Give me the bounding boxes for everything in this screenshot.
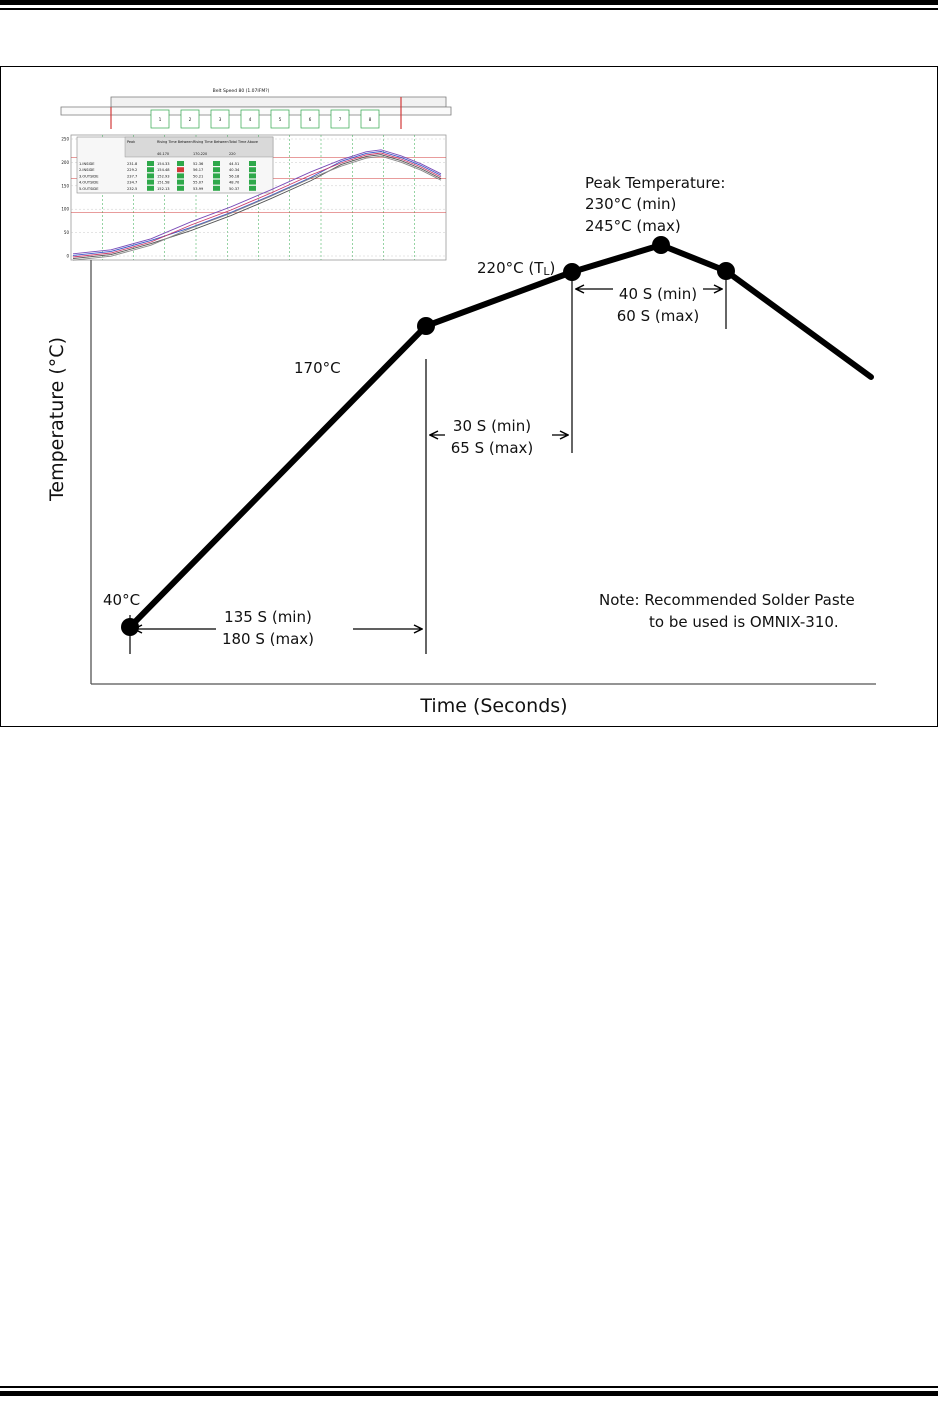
label-liquidus-min: 40 S (min) xyxy=(618,285,698,303)
inset-table-row-name: 4.OUTSIDE xyxy=(79,180,99,185)
inset-table-cell: 237.7 xyxy=(127,174,138,179)
inset-table-status xyxy=(213,180,220,185)
label-liquidus-max: 60 S (max) xyxy=(616,307,700,325)
inset-y-ticks xyxy=(61,137,69,259)
inset-table-cell: 229.2 xyxy=(127,168,138,173)
inset-table-cell: 234.7 xyxy=(127,180,138,185)
inset-table-status xyxy=(213,173,220,178)
header-rule-thick xyxy=(0,0,938,5)
inset-zone-label: 4 xyxy=(248,117,252,122)
footer-rule-thick xyxy=(0,1391,938,1396)
inset-y-tick: 250 xyxy=(61,136,69,142)
point-preheat-end xyxy=(417,317,435,335)
inset-zone-label: 6 xyxy=(308,117,312,122)
inset-table-status xyxy=(147,186,154,191)
inset-zone-label: 8 xyxy=(368,117,372,122)
inset-table-status xyxy=(147,167,154,172)
inset-table-status xyxy=(249,167,256,172)
inset-table-status xyxy=(177,173,184,178)
inset-table-status xyxy=(213,186,220,191)
inset-table-status xyxy=(249,161,256,166)
inset-table-status xyxy=(177,186,184,191)
inset-table-cell: 231.8 xyxy=(127,162,138,166)
inset-table-header: Rising Time Between xyxy=(193,140,229,144)
inset-y-tick: 50 xyxy=(63,230,69,236)
inset-table-row-name: 1.INSIDE xyxy=(79,162,95,166)
inset-table-header: Total Time Above xyxy=(229,140,259,144)
inset-zone-label: 2 xyxy=(188,117,192,122)
inset-table-subheader: 170-220 xyxy=(193,152,208,156)
inset-table-header: Peak xyxy=(127,140,136,144)
label-peak-max: 245°C (max) xyxy=(585,217,681,235)
inset-table-cell: 44.51 xyxy=(229,162,240,166)
inset-table-header: Rising Time Between xyxy=(157,140,193,144)
inset-table-status xyxy=(177,161,184,166)
y-axis-label: Temperature (°C) xyxy=(46,337,68,501)
inset-table-cell: 50.21 xyxy=(193,174,204,179)
footer-rule-thin xyxy=(0,1386,938,1388)
inset-table-cell: 56.18 xyxy=(229,174,240,179)
inset-table-status xyxy=(249,173,256,178)
inset-table-status xyxy=(213,167,220,172)
label-peak-min: 230°C (min) xyxy=(585,195,677,213)
inset-table-cell: 152.13 xyxy=(157,186,170,191)
inset-table-row-name: 3.OUTSIDE xyxy=(79,174,99,179)
label-preheat-temp: 170°C xyxy=(294,359,341,377)
label-ramp-min: 30 S (min) xyxy=(452,417,532,435)
label-preheat-max: 180 S (max) xyxy=(221,630,315,648)
inset-table-status xyxy=(147,180,154,185)
inset-table-status xyxy=(177,167,184,172)
inset-table-cell: 56.17 xyxy=(193,168,204,173)
inset-zone-label: 1 xyxy=(158,117,162,122)
inset-y-tick: 100 xyxy=(61,206,69,212)
inset-table-subheader: 220 xyxy=(229,152,236,156)
inset-title: Belt Speed 80 (1.07IFM?) xyxy=(212,89,270,94)
inset-table-cell: 40.34 xyxy=(229,168,240,173)
note-line-1: Note: Recommended Solder Paste xyxy=(599,591,855,609)
inset-table-status xyxy=(177,180,184,185)
inset-zone-label: 3 xyxy=(218,117,222,122)
inset-table-cell: 52.36 xyxy=(193,162,204,166)
inset-profiler-chart xyxy=(61,88,451,260)
inset-oven-header xyxy=(61,88,451,129)
inset-table-cell: 50.37 xyxy=(229,186,240,191)
inset-table-cell: 53.99 xyxy=(193,186,204,191)
inset-table-status xyxy=(249,180,256,185)
label-ramp-max: 65 S (max) xyxy=(450,439,534,457)
label-liquidus-temp: 220°C (TL) xyxy=(477,259,556,278)
inset-table-row-name: 2.INSIDE xyxy=(79,168,95,173)
inset-y-tick: 150 xyxy=(61,183,69,189)
inset-table-cell: 232.5 xyxy=(127,186,138,191)
inset-y-tick: 200 xyxy=(61,159,69,165)
label-preheat-min: 135 S (min) xyxy=(224,608,312,626)
reflow-profile-svg xyxy=(1,67,937,726)
inset-table-cell: 151.58 xyxy=(157,180,170,185)
inset-zone-label: 7 xyxy=(338,117,342,122)
inset-table-status xyxy=(249,186,256,191)
inset-y-tick: 0 xyxy=(66,253,69,259)
inset-table-status xyxy=(213,161,220,166)
x-axis-label: Time (Seconds) xyxy=(420,695,568,717)
inset-zone-label: 5 xyxy=(278,117,282,122)
inset-table-status xyxy=(147,173,154,178)
label-peak-title: Peak Temperature: xyxy=(585,174,726,192)
label-start-temp: 40°C xyxy=(103,591,141,609)
reflow-profile-figure xyxy=(0,66,938,727)
inset-table-cell: 152.93 xyxy=(157,174,170,179)
inset-table-cell: 48.70 xyxy=(229,180,240,185)
header-rule-thin xyxy=(0,8,938,10)
inset-table-subheader: 40-170 xyxy=(157,152,170,156)
point-peak xyxy=(652,236,670,254)
reflow-profile-line xyxy=(130,245,871,627)
inset-table-status xyxy=(147,161,154,166)
inset-table-cell: 154.33 xyxy=(157,162,170,166)
inset-table-cell: 55.07 xyxy=(193,180,204,185)
inset-table-cell: 154.48 xyxy=(157,168,170,173)
inset-table-row-name: 5.OUTSIDE xyxy=(79,186,99,191)
inset-stats-table xyxy=(77,137,273,193)
note-line-2: to be used is OMNIX-310. xyxy=(649,613,839,631)
